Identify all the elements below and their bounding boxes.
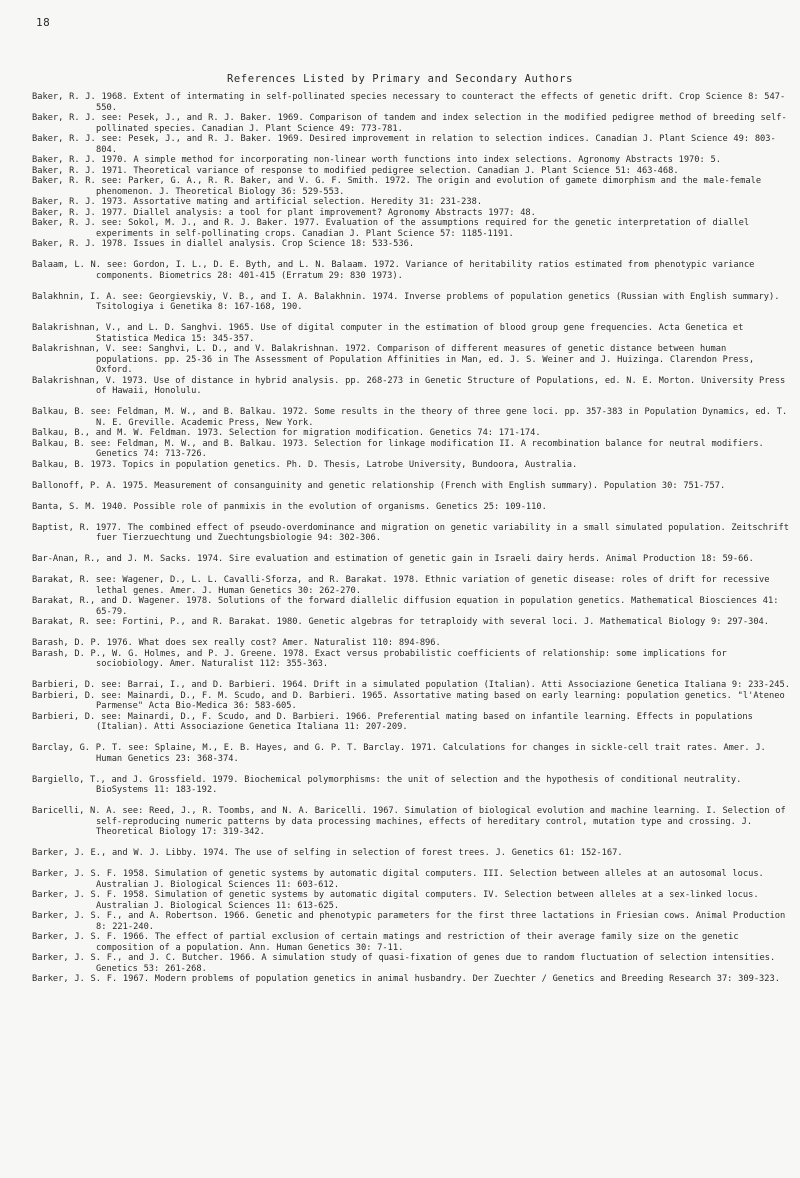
reference-group: [32, 92, 792, 250]
reference-entry: Barker, J. S. F. 1958. Simulation of genetic systems by automatic digital computers. IV. Selection between alleles at a sex-linked locus. Australian J. Biological Sciences 11: 613-625.: [32, 890, 759, 911]
reference-group: [32, 323, 792, 397]
reference-group: [32, 554, 792, 565]
reference-entry: Balakrishnan, V. 1973. Use of distance in hybrid analysis. pp. 268-273 in Genetic Structure of Populations, ed. N. E. Morton. University Press of Hawaii, Honolulu.: [32, 375, 786, 396]
reference-group: [32, 407, 792, 470]
reference-entry: Balkau, B. 1973. Topics in population genetics. Ph. D. Thesis, Latrobe University, Bundoora, Australia.: [32, 459, 578, 470]
reference-entry: Baker, R. R. see: Parker, G. A., R. R. Baker, and V. G. F. Smith. 1972. The origin and evolution of gamete dimorphism and the male-female phenomenon. J. Theoretical Biology 36: 529-553.: [32, 176, 762, 197]
reference-entry: Barakat, R., and D. Wagener. 1978. Solutions of the forward diallelic diffusion equation in population genetics. Mathematical Biosciences 41: 65-79.: [32, 596, 779, 617]
reference-entry: Balakhnin, I. A. see: Georgievskiy, V. B., and I. A. Balakhnin. 1974. Inverse problems of population genetics (Russian with English summary). Tsitologiya i Genetika 8: 167-168, 190.: [32, 291, 780, 312]
reference-entry: Baptist, R. 1977. The combined effect of pseudo-overdominance and migration on genetic variability in a small simulated population. Zeitschrift fuer Tierzuechtung und Zuechtungsbiologie 94: 302-306.: [32, 522, 789, 543]
reference-group: [32, 260, 792, 281]
reference-entry: Balkau, B. see: Feldman, M. W., and B. Balkau. 1972. Some results in the theory of three gene loci. pp. 357-383 in Population Dynamics, ed. T. N. E. Greville. Academic Press, New York.: [32, 407, 788, 428]
page-number: 18: [36, 16, 51, 29]
reference-entry: Barker, J. S. F., and A. Robertson. 1966. Genetic and phenotypic parameters for the first three lactations in Friesian cows. Animal Production 8: 221-240.: [32, 911, 786, 932]
reference-entry: Baker, R. J. 1968. Extent of intermating in self-pollinated species necessary to counteract the effects of genetic drift. Crop Science 8: 547-550.: [32, 92, 786, 113]
reference-group: [32, 523, 792, 544]
reference-group: [32, 481, 792, 492]
reference-entry: Balakrishnan, V. see: Sanghvi, L. D., and V. Balakrishnan. 1972. Comparison of different measures of genetic distance between human populations. pp. 25-36 in The Assessment of Population Affinities in Man, ed. J. S. Weiner and J. Huizinga. Clarendon Press, Oxford.: [32, 344, 755, 375]
reference-entry: Ballonoff, P. A. 1975. Measurement of consanguinity and genetic relationship (French with English summary). Population 30: 751-757.: [32, 480, 726, 491]
reference-entry: Barker, J. S. F., and J. C. Butcher. 1966. A simulation study of quasi-fixation of genes due to random fluctuation of selection intensities. Genetics 53: 261-268.: [32, 953, 776, 974]
reference-group: [32, 502, 792, 513]
reference-list: [32, 92, 792, 995]
reference-entry: Barker, J. E., and W. J. Libby. 1974. The use of selfing in selection of forest trees. J. Genetics 61: 152-167.: [32, 848, 623, 858]
reference-group: [32, 638, 792, 670]
reference-entry: Baker, R. J. 1978. Issues in diallel analysis. Crop Science 18: 533-536.: [32, 239, 415, 249]
reference-entry: Barakat, R. see: Wagener, D., L. L. Cavalli-Sforza, and R. Barakat. 1978. Ethnic variation of genetic disease: roles of drift for recessive lethal genes. Amer. J. Human Genetics 30: 262-270.: [32, 575, 770, 596]
reference-group: [32, 806, 792, 838]
reference-entry: Barker, J. S. F. 1958. Simulation of genetic systems by automatic digital computers. III. Selection between alleles at an autosomal locus. Australian J. Biological Sciences 11: 603-612.: [32, 869, 764, 890]
reference-entry: Banta, S. M. 1940. Possible role of panmixis in the evolution of organisms. Genetics 25: 109-110.: [32, 501, 547, 512]
reference-entry: Balkau, B. see: Feldman, M. W., and B. Balkau. 1973. Selection for linkage modification II. A recombination balance for neutral modifiers. Genetics 74: 713-726.: [32, 438, 764, 459]
reference-entry: Barash, D. P., W. G. Holmes, and P. J. Greene. 1978. Exact versus probabilistic coefficients of relationship: some implications for sociobiology. Amer. Naturalist 112: 355-363.: [32, 648, 727, 669]
reference-group: [32, 575, 792, 628]
reference-entry: Baker, R. J. 1970. A simple method for incorporating non-linear worth functions into index selections. Agronomy Abstracts 1970: 5.: [32, 155, 721, 165]
reference-group: [32, 743, 792, 764]
reference-group: [32, 848, 792, 859]
reference-entry: Bargiello, T., and J. Grossfield. 1979. Biochemical polymorphisms: the unit of selection and the hypothesis of conditional neutrality. BioSystems 11: 183-192.: [32, 774, 742, 795]
reference-entry: Barbieri, D. see: Barrai, I., and D. Barbieri. 1964. Drift in a simulated population (Italian). Atti Associazione Genetica Italiana 9: 233-245.: [32, 680, 790, 690]
page-heading: References Listed by Primary and Secondary Authors: [226, 73, 574, 85]
reference-entry: Baker, R. J. see: Pesek, J., and R. J. Baker. 1969. Comparison of tandem and index selection in the modified pedigree method of breeding self-pollinated species. Canadian J. Plant Science 49: 773-781.: [32, 113, 787, 134]
reference-entry: Barakat, R. see: Fortini, P., and R. Barakat. 1980. Genetic algebras for tetraploidy with several loci. J. Mathematical Biology 9: 297-304.: [32, 617, 770, 627]
reference-entry: Baker, R. J. 1971. Theoretical variance of response to modified pedigree selection. Canadian J. Plant Science 51: 463-468.: [32, 165, 679, 176]
reference-entry: Baker, R. J. see: Sokol, M. J., and R. J. Baker. 1977. Evaluation of the assumptions required for the genetic interpretation of diallel experiments in self-pollinating crops. Canadian J. Plant Science 57: 1185-1191.: [32, 218, 750, 239]
reference-group: [32, 775, 792, 796]
reference-entry: Baker, R. J. see: Pesek, J., and R. J. Baker. 1969. Desired improvement in relation to selection indices. Canadian J. Plant Science 49: 803-804.: [32, 134, 776, 155]
reference-entry: Barbieri, D. see: Mainardi, D., F. Scudo, and D. Barbieri. 1966. Preferential mating based on infantile learning. Effects in populations (Italian). Atti Associazione Genetica Italiana 11: 207-209.: [32, 711, 753, 732]
reference-entry: Baker, R. J. 1977. Diallel analysis: a tool for plant improvement? Agronomy Abstracts 1977: 48.: [32, 207, 536, 218]
reference-entry: Bar-Anan, R., and J. M. Sacks. 1974. Sire evaluation and estimation of genetic gain in Israeli dairy herds. Animal Production 18: 59-66.: [32, 554, 754, 564]
reference-entry: Baricelli, N. A. see: Reed, J., R. Toombs, and N. A. Baricelli. 1967. Simulation of biological evolution and machine learning. I. Selection of self-reproducing numeric patterns by data processing machines, effects of hereditary control, mutation type and crossing. J. Theoretical Biology 17: 319-342.: [32, 806, 786, 837]
reference-entry: Balaam, L. N. see: Gordon, I. L., D. E. Byth, and L. N. Balaam. 1972. Variance of heritability ratios estimated from phenotypic variance components. Biometrics 28: 401-415 (Erratum 29: 830 1973).: [32, 260, 755, 281]
reference-group: [32, 869, 792, 985]
reference-group: [32, 292, 792, 313]
reference-entry: Barbieri, D. see: Mainardi, D., F. M. Scudo, and D. Barbieri. 1965. Assortative mating based on early learning: population genetics. "l'Ateneo Parmense" Acta Bio-Medica 36: 583-605.: [32, 690, 785, 711]
reference-entry: Balkau, B., and M. W. Feldman. 1973. Selection for migration modification. Genetics 74: 171-174.: [32, 428, 541, 438]
reference-entry: Barash, D. P. 1976. What does sex really cost? Amer. Naturalist 110: 894-896.: [32, 638, 441, 648]
reference-entry: Barker, J. S. F. 1966. The effect of partial exclusion of certain matings and restriction of their average family size on the genetic composition of a population. Ann. Human Genetics 30: 7-11.: [32, 932, 739, 953]
reference-entry: Balakrishnan, V., and L. D. Sanghvi. 1965. Use of digital computer in the estimation of blood group gene frequencies. Acta Genetica et Statistica Medica 15: 345-357.: [32, 323, 744, 344]
reference-entry: Barclay, G. P. T. see: Splaine, M., E. B. Hayes, and G. P. T. Barclay. 1971. Calculations for changes in sickle-cell trait rates. Amer. J. Human Genetics 23: 368-374.: [32, 743, 766, 764]
reference-group: [32, 680, 792, 733]
reference-entry: Baker, R. J. 1973. Assortative mating and artificial selection. Heredity 31: 231-238.: [32, 197, 483, 207]
reference-entry: Barker, J. S. F. 1967. Modern problems of population genetics in animal husbandry. Der Zuechter / Genetics and Breeding Research 37: 309-323.: [32, 974, 780, 984]
